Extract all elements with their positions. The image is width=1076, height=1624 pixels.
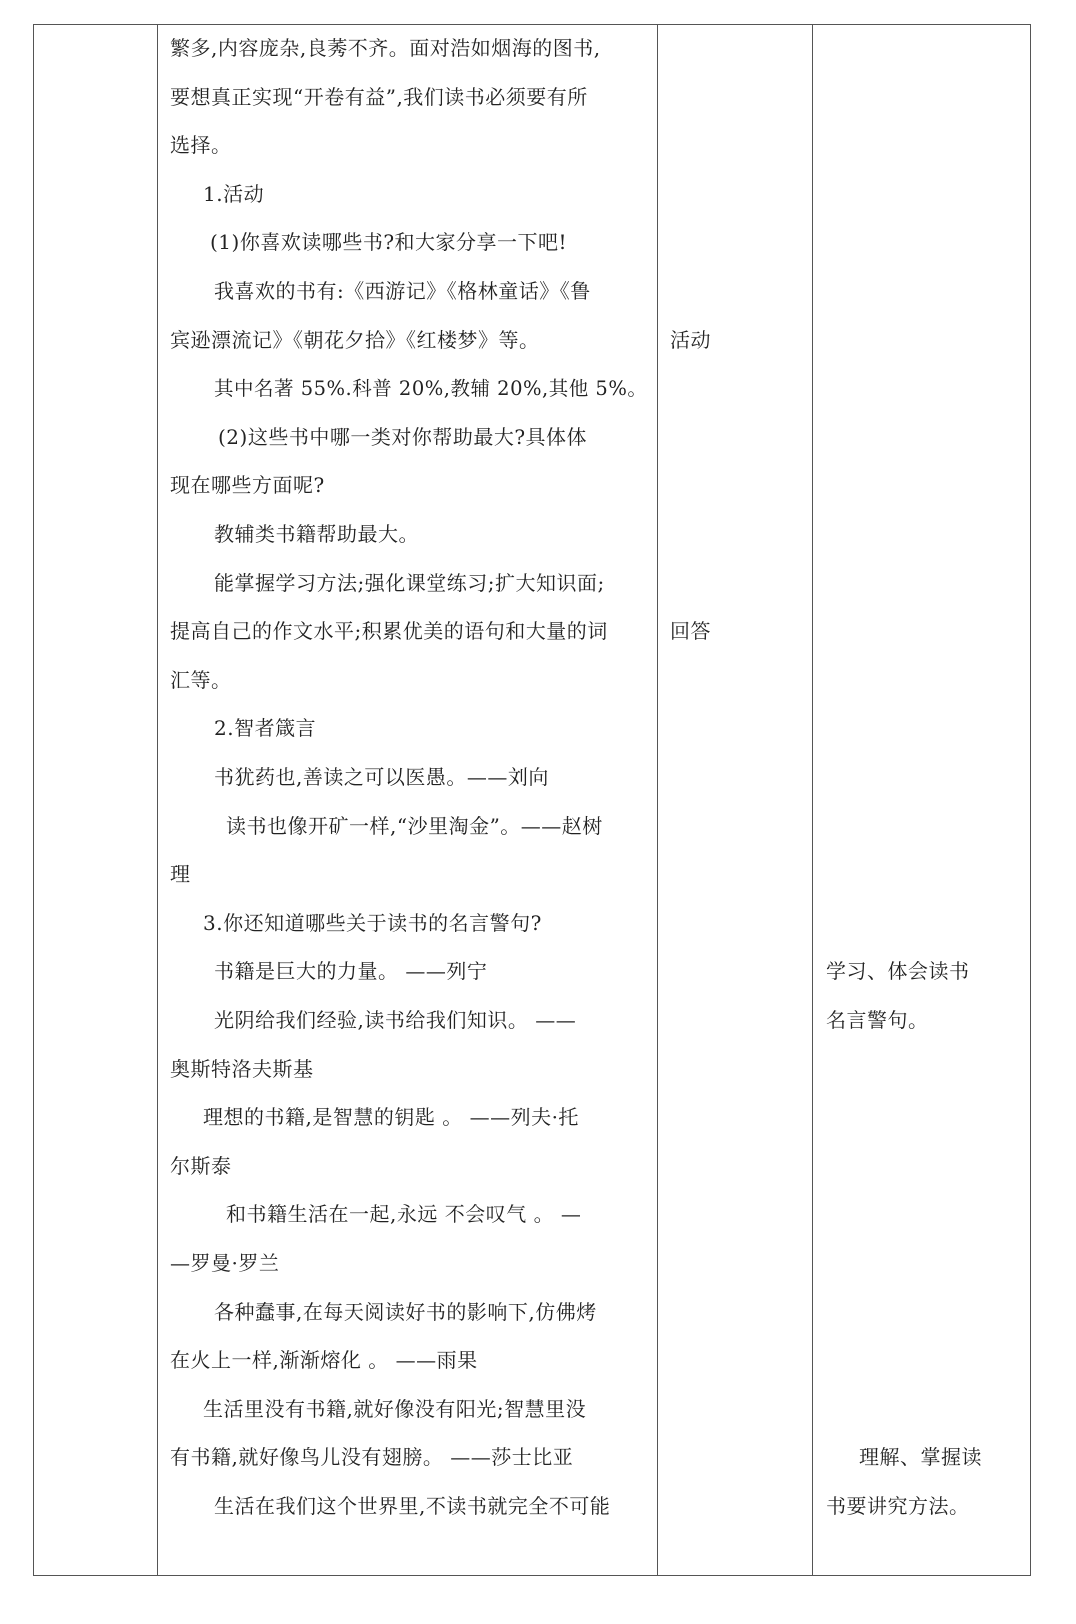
content-line: 选择。: [170, 133, 232, 158]
content-line: 理: [170, 862, 191, 887]
content-line: 在火上一样,渐渐熔化 。 ——雨果: [170, 1348, 478, 1373]
content-line: 宾逊漂流记》《朝花夕拾》《红楼梦》等。: [170, 327, 540, 352]
column-divider-2: [657, 24, 658, 1576]
content-line: 能掌握学习方法;强化课堂练习;扩大知识面;: [214, 570, 605, 595]
method-label: 活动: [670, 327, 711, 352]
content-line: 其中名著 55%.科普 20%,教辅 20%,其他 5%。: [214, 377, 648, 401]
content-line: 要想真正实现“开卷有益”,我们读书必须要有所: [170, 84, 588, 109]
content-line: 1.活动: [203, 181, 265, 206]
content-line: 生活在我们这个世界里,不读书就完全不可能: [214, 1494, 611, 1518]
column-divider-3: [812, 24, 813, 1576]
content-line: 和书籍生活在一起,永远 不会叹气 。 —: [226, 1202, 582, 1227]
content-line: (2)这些书中哪一类对你帮助最大?具体体: [218, 424, 588, 449]
content-line: 我喜欢的书有:《西游记》《格林童话》《鲁: [214, 279, 591, 303]
content-line: 生活里没有书籍,就好像没有阳光;智慧里没: [203, 1396, 587, 1421]
content-line: 尔斯泰: [170, 1153, 232, 1178]
content-line: 各种蠢事,在每天阅读好书的影响下,仿佛烤: [214, 1299, 597, 1324]
content-line: 3.你还知道哪些关于读书的名言警句?: [203, 910, 542, 935]
intent-line: 书要讲究方法。: [826, 1494, 970, 1518]
content-line: —罗曼·罗兰: [170, 1251, 280, 1275]
intent-line: 学习、体会读书: [826, 959, 970, 984]
content-line: 读书也像开矿一样,“沙里淘金”。——赵树: [226, 813, 603, 838]
content-line: 现在哪些方面呢?: [170, 473, 325, 498]
content-line: 有书籍,就好像鸟儿没有翅膀。 ——莎士比亚: [170, 1445, 574, 1470]
content-line: (1)你喜欢读哪些书?和大家分享一下吧!: [210, 230, 568, 255]
content-line: 书犹药也,善读之可以医愚。——刘向: [214, 765, 549, 789]
content-line: 书籍是巨大的力量。 ——列宁: [214, 959, 488, 984]
content-line: 光阴给我们经验,读书给我们知识。 ——: [214, 1008, 577, 1032]
column-divider-1: [157, 24, 158, 1576]
content-line: 2.智者箴言: [214, 716, 317, 741]
stage-cell: [33, 24, 157, 1576]
content-line: 理想的书籍,是智慧的钥匙 。 ——列夫·托: [203, 1105, 579, 1130]
content-line: 繁多,内容庞杂,良莠不齐。面对浩如烟海的图书,: [170, 36, 601, 60]
content-line: 提高自己的作文水平;积累优美的语句和大量的词: [170, 619, 608, 644]
content-line: 奥斯特洛夫斯基: [170, 1056, 314, 1081]
intent-line: 理解、掌握读: [859, 1445, 982, 1470]
content-line: 教辅类书籍帮助最大。: [214, 522, 419, 546]
method-label: 回答: [670, 619, 711, 644]
intent-line: 名言警句。: [826, 1008, 929, 1032]
content-line: 汇等。: [170, 667, 232, 692]
